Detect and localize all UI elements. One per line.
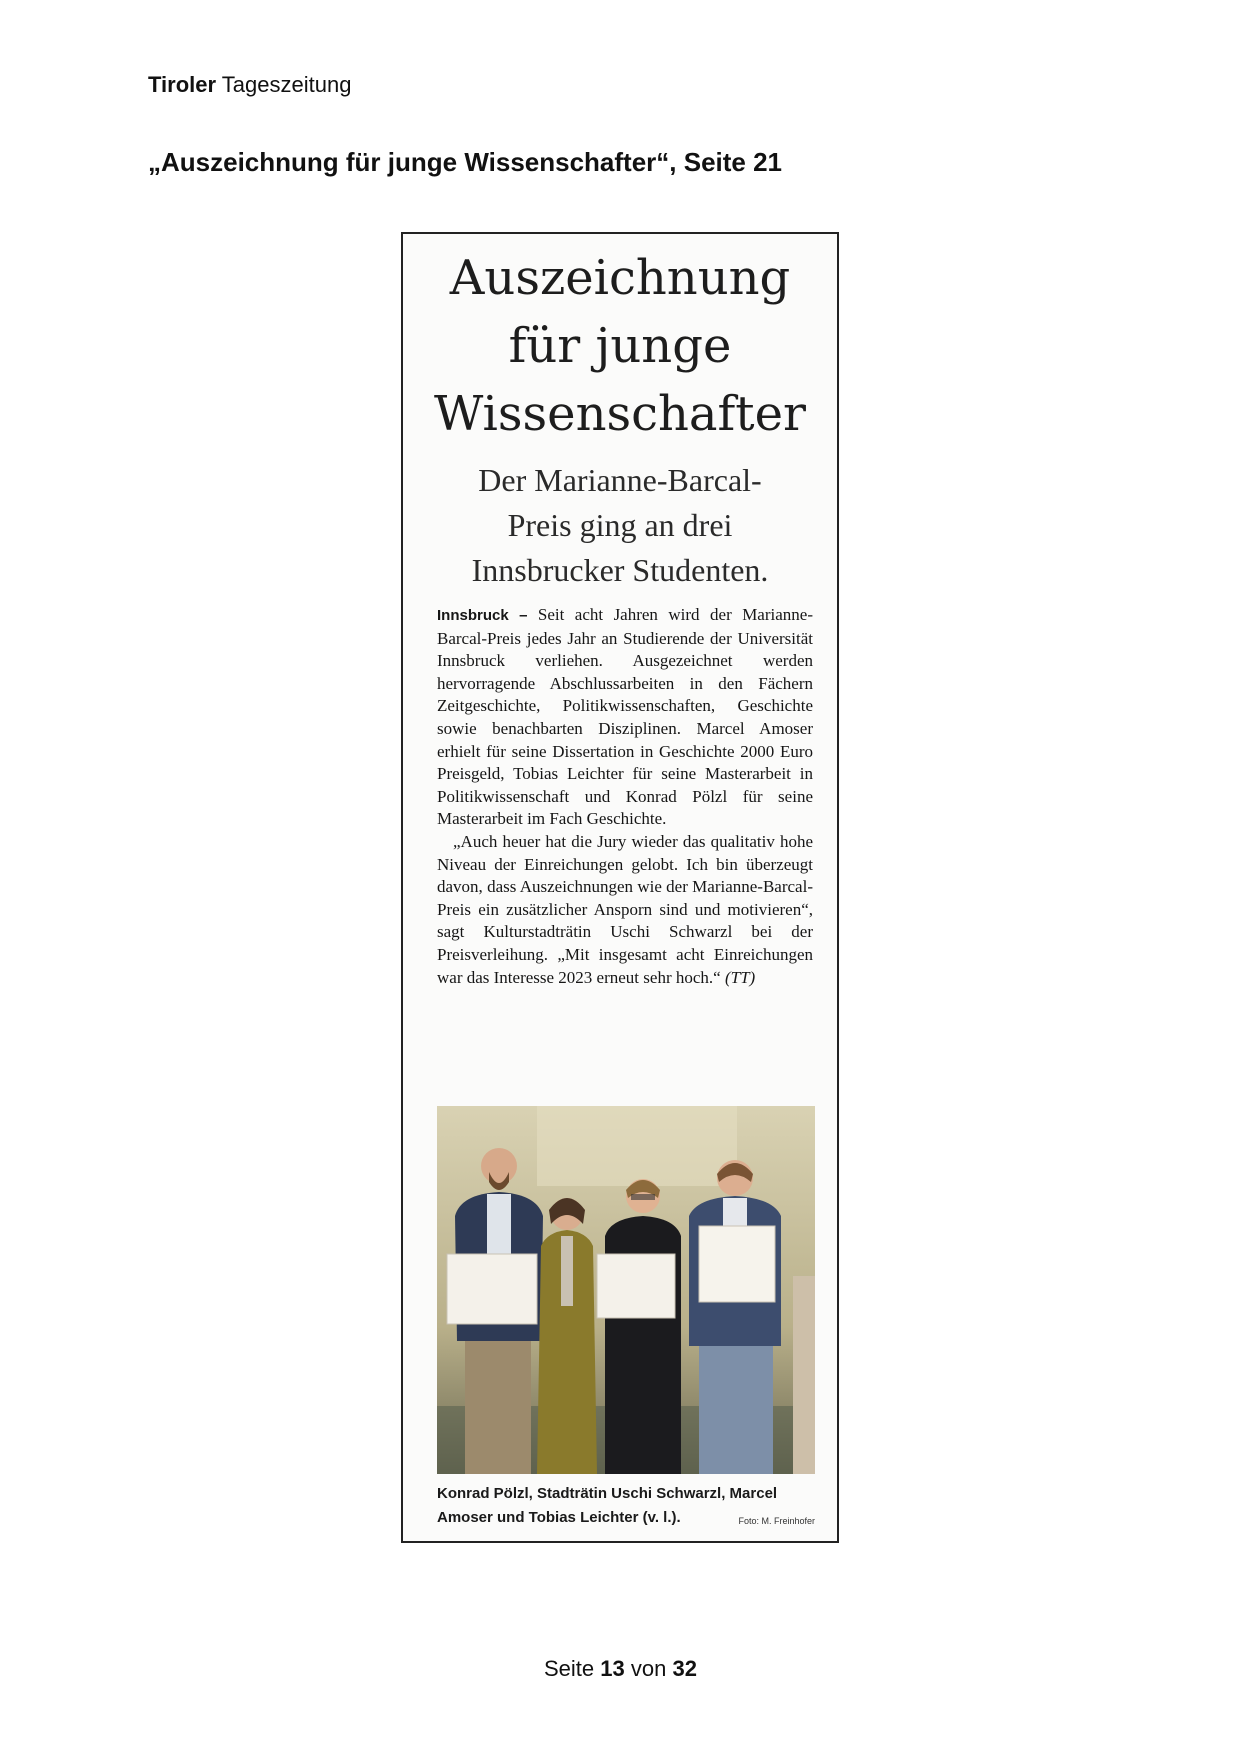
publication-name — [148, 72, 351, 98]
photo-caption — [437, 1482, 815, 1533]
photo-caption-text: Konrad Pölzl, Stadträtin Uschi Schwarzl, Marcel Amoser und Tobias Leichter (v. l.). — [437, 1485, 778, 1526]
article-paragraph-2 — [437, 831, 813, 989]
paragraph-2-text: „Auch heuer hat die Jury wieder das qualitativ hohe Niveau der Einreichungen gelobt. Ich bin überzeugt davon, dass Auszeichnungen wie der Marianne-Barcal-Preis ein zusätzlicher Ansporn sind und motivieren“, sagt Kulturstadträtin Uschi Schwarzl bei der Preisverleihung. „Mit insgesamt acht Einreichungen war das Interesse 2023 erneut sehr hoch.“ — [437, 831, 813, 987]
author-credit: (TT) — [724, 967, 756, 987]
subheadline-line-3: Innsbrucker Studenten. — [471, 552, 769, 588]
page-footer — [0, 1656, 1241, 1682]
article-body — [437, 604, 813, 989]
dateline: Innsbruck – — [437, 607, 528, 624]
footer-page-total: 32 — [672, 1656, 697, 1681]
footer-of-word: von — [630, 1656, 667, 1681]
article-reference: „Auszeichnung für junge Wissenschafter“, Seite 21 — [148, 147, 783, 177]
footer-page-word: Seite — [544, 1656, 595, 1681]
photo-credit: Foto: M. Freinhofer — [738, 1516, 815, 1526]
publication-name-bold: Tiroler — [148, 72, 217, 97]
award-photo — [437, 1106, 815, 1474]
headline-line-2: für junge — [508, 318, 732, 374]
clipping-subheadline — [433, 458, 807, 593]
publication-name-rest: Tageszeitung — [221, 72, 352, 97]
headline-line-1: Auszeichnung — [449, 250, 791, 306]
article-paragraph-1 — [437, 604, 813, 831]
subheadline-line-2: Preis ging an drei — [507, 507, 733, 543]
paragraph-1-text: Seit acht Jahren wird der Marianne-Barcal-Preis jedes Jahr an Studierende der Universität Innsbruck verliehen. Ausgezeichnet werden hervorragende Abschlussarbeiten in den Fächern Zeitgeschichte, Politikwissenschaften, Geschichte sowie benachbarten Disziplinen. Marcel Amoser erhielt für seine Dissertation in Geschichte 2000 Euro Preisgeld, Tobias Leichter für seine Masterarbeit in Politikwissenschaft und Konrad Pölzl für seine Masterarbeit im Fach Geschichte. — [437, 605, 813, 829]
newspaper-clipping — [401, 232, 839, 1543]
footer-page-number: 13 — [600, 1656, 625, 1681]
headline-line-3: Wissenschafter — [434, 386, 806, 442]
award-photo-illustration — [437, 1106, 815, 1474]
clipping-headline — [403, 244, 837, 448]
subheadline-line-1: Der Marianne-Barcal- — [478, 462, 762, 498]
